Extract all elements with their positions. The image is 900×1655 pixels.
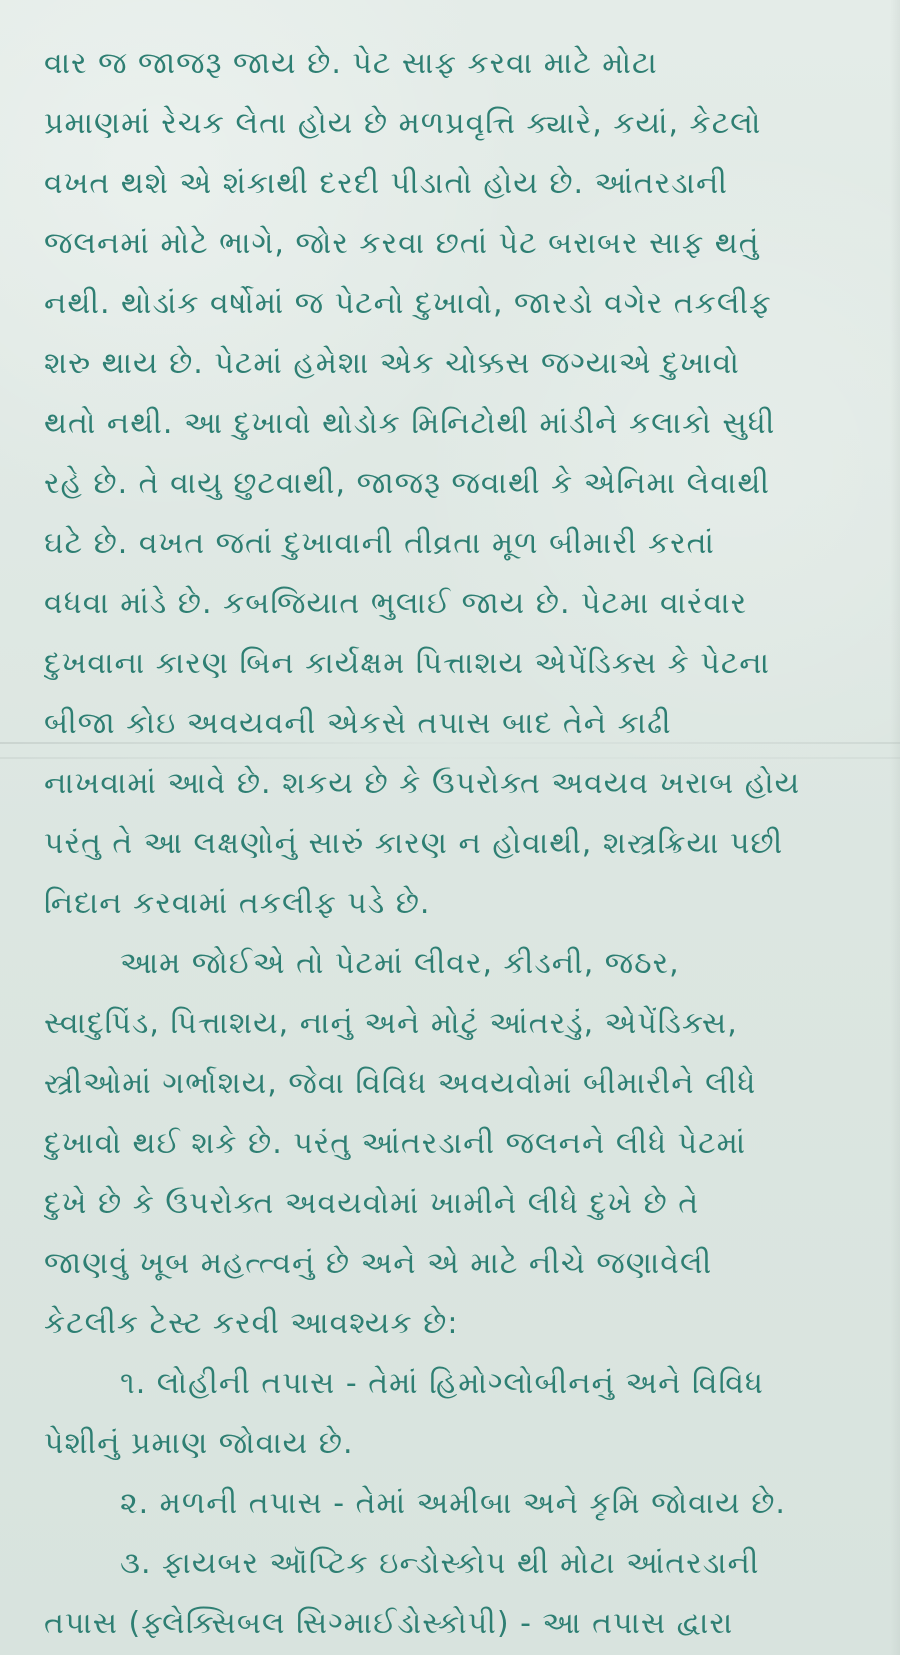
text-line: નાખવામાં આવે છે. શકય છે કે ઉપરોક્ત અવયવ ખરાબ હોય [44,766,801,801]
numbered-item-line: ૩. ફાયબર ઑપ્ટિક ઇન્ડોસ્કોપ થી મોટા આંતરડાની [120,1546,760,1581]
text-line: દુખાવો થઈ શકે છે. પરંતુ આંતરડાની જલનને લીધે પેટમાં [44,1126,747,1161]
text-line: પ્રમાણમાં રેચક લેતા હોય છે મળપ્રવૃત્તિ ક્યારે, કયાં, કેટલો [44,106,762,141]
text-line: શરુ થાય છે. પેટમાં હમેશા એક ચોક્કસ જગ્યાએ દુખાવો [44,346,740,381]
text-line: વખત થશે એ શંકાથી દરદી પીડાતો હોય છે. આંતરડાની [44,166,728,201]
text-line: વધવા માંડે છે. કબજિયાત ભુલાઈ જાય છે. પેટમા વારંવાર [44,586,748,621]
text-line: રહે છે. તે વાયુ છુટવાથી, જાજરૂ જવાથી કે એનિમા લેવાથી [44,466,770,501]
numbered-item-line: ૨. મળની તપાસ - તેમાં અમીબા અને કૃમિ જોવાય છે. [120,1486,786,1521]
text-line: કેટલીક ટેસ્ટ કરવી આવશ્યક છે: [44,1306,459,1341]
page-edge-shadow [890,0,900,1655]
text-line: ઘટે છે. વખત જતાં દુખાવાની તીવ્રતા મૂળ બીમારી કરતાં [44,526,715,561]
text-line: જલનમાં મોટે ભાગે, જોર કરવા છતાં પેટ બરાબર સાફ થતું [44,226,760,261]
text-line: પેશીનું પ્રમાણ જોવાય છે. [44,1426,354,1461]
text-line: પરંતુ તે આ લક્ષણોનું સારું કારણ ન હોવાથી, શસ્ત્રક્રિયા પછી [44,826,784,861]
text-line: નિદાન કરવામાં તકલીફ પડે છે. [44,886,431,921]
text-line: નથી. થોડાંક વર્ષોમાં જ પેટનો દુખાવો, જારડો વગેર તકલીફ [44,286,772,321]
text-line: થતો નથી. આ દુખાવો થોડોક મિનિટોથી માંડીને કલાકો સુધી [44,406,776,441]
text-line: સ્ત્રીઓમાં ગર્ભાશય, જેવા વિવિધ અવયવોમાં બીમારીને લીધે [44,1066,757,1101]
document-text [44,34,874,1654]
text-line: વાર જ જાજરૂ જાય છે. પેટ સાફ કરવા માટે મોટા [44,46,658,81]
text-line: દુખે છે કે ઉપરોક્ત અવયવોમાં ખામીને લીધે દુખે છે તે [44,1186,700,1221]
text-line: સ્વાદુપિંડ, પિત્તાશય, નાનું અને મોટું આંતરડું, એપેંડિક્સ, [44,1006,738,1041]
paragraph-start-line: આમ જોઈએ તો પેટમાં લીવર, કીડની, જઠર, [120,946,680,981]
text-line: દુખવાના કારણ બિન કાર્યક્ષમ પિત્તાશય એપેંડિક્સ કે પેટના [44,646,771,681]
numbered-item-line: ૧. લોહીની તપાસ - તેમાં હિમોગ્લોબીનનું અને વિવિધ [120,1366,764,1401]
text-line: તપાસ (ફ્લેક્સિબલ સિગ્માઈડોસ્કોપી) - આ તપાસ દ્વારા [44,1606,734,1641]
text-line: જાણવું ખૂબ મહત્ત્વનું છે અને એ માટે નીચે જણાવેલી [44,1246,713,1281]
text-line: બીજા કોઇ અવયવની એકસે તપાસ બાદ તેને કાઢી [44,706,672,741]
